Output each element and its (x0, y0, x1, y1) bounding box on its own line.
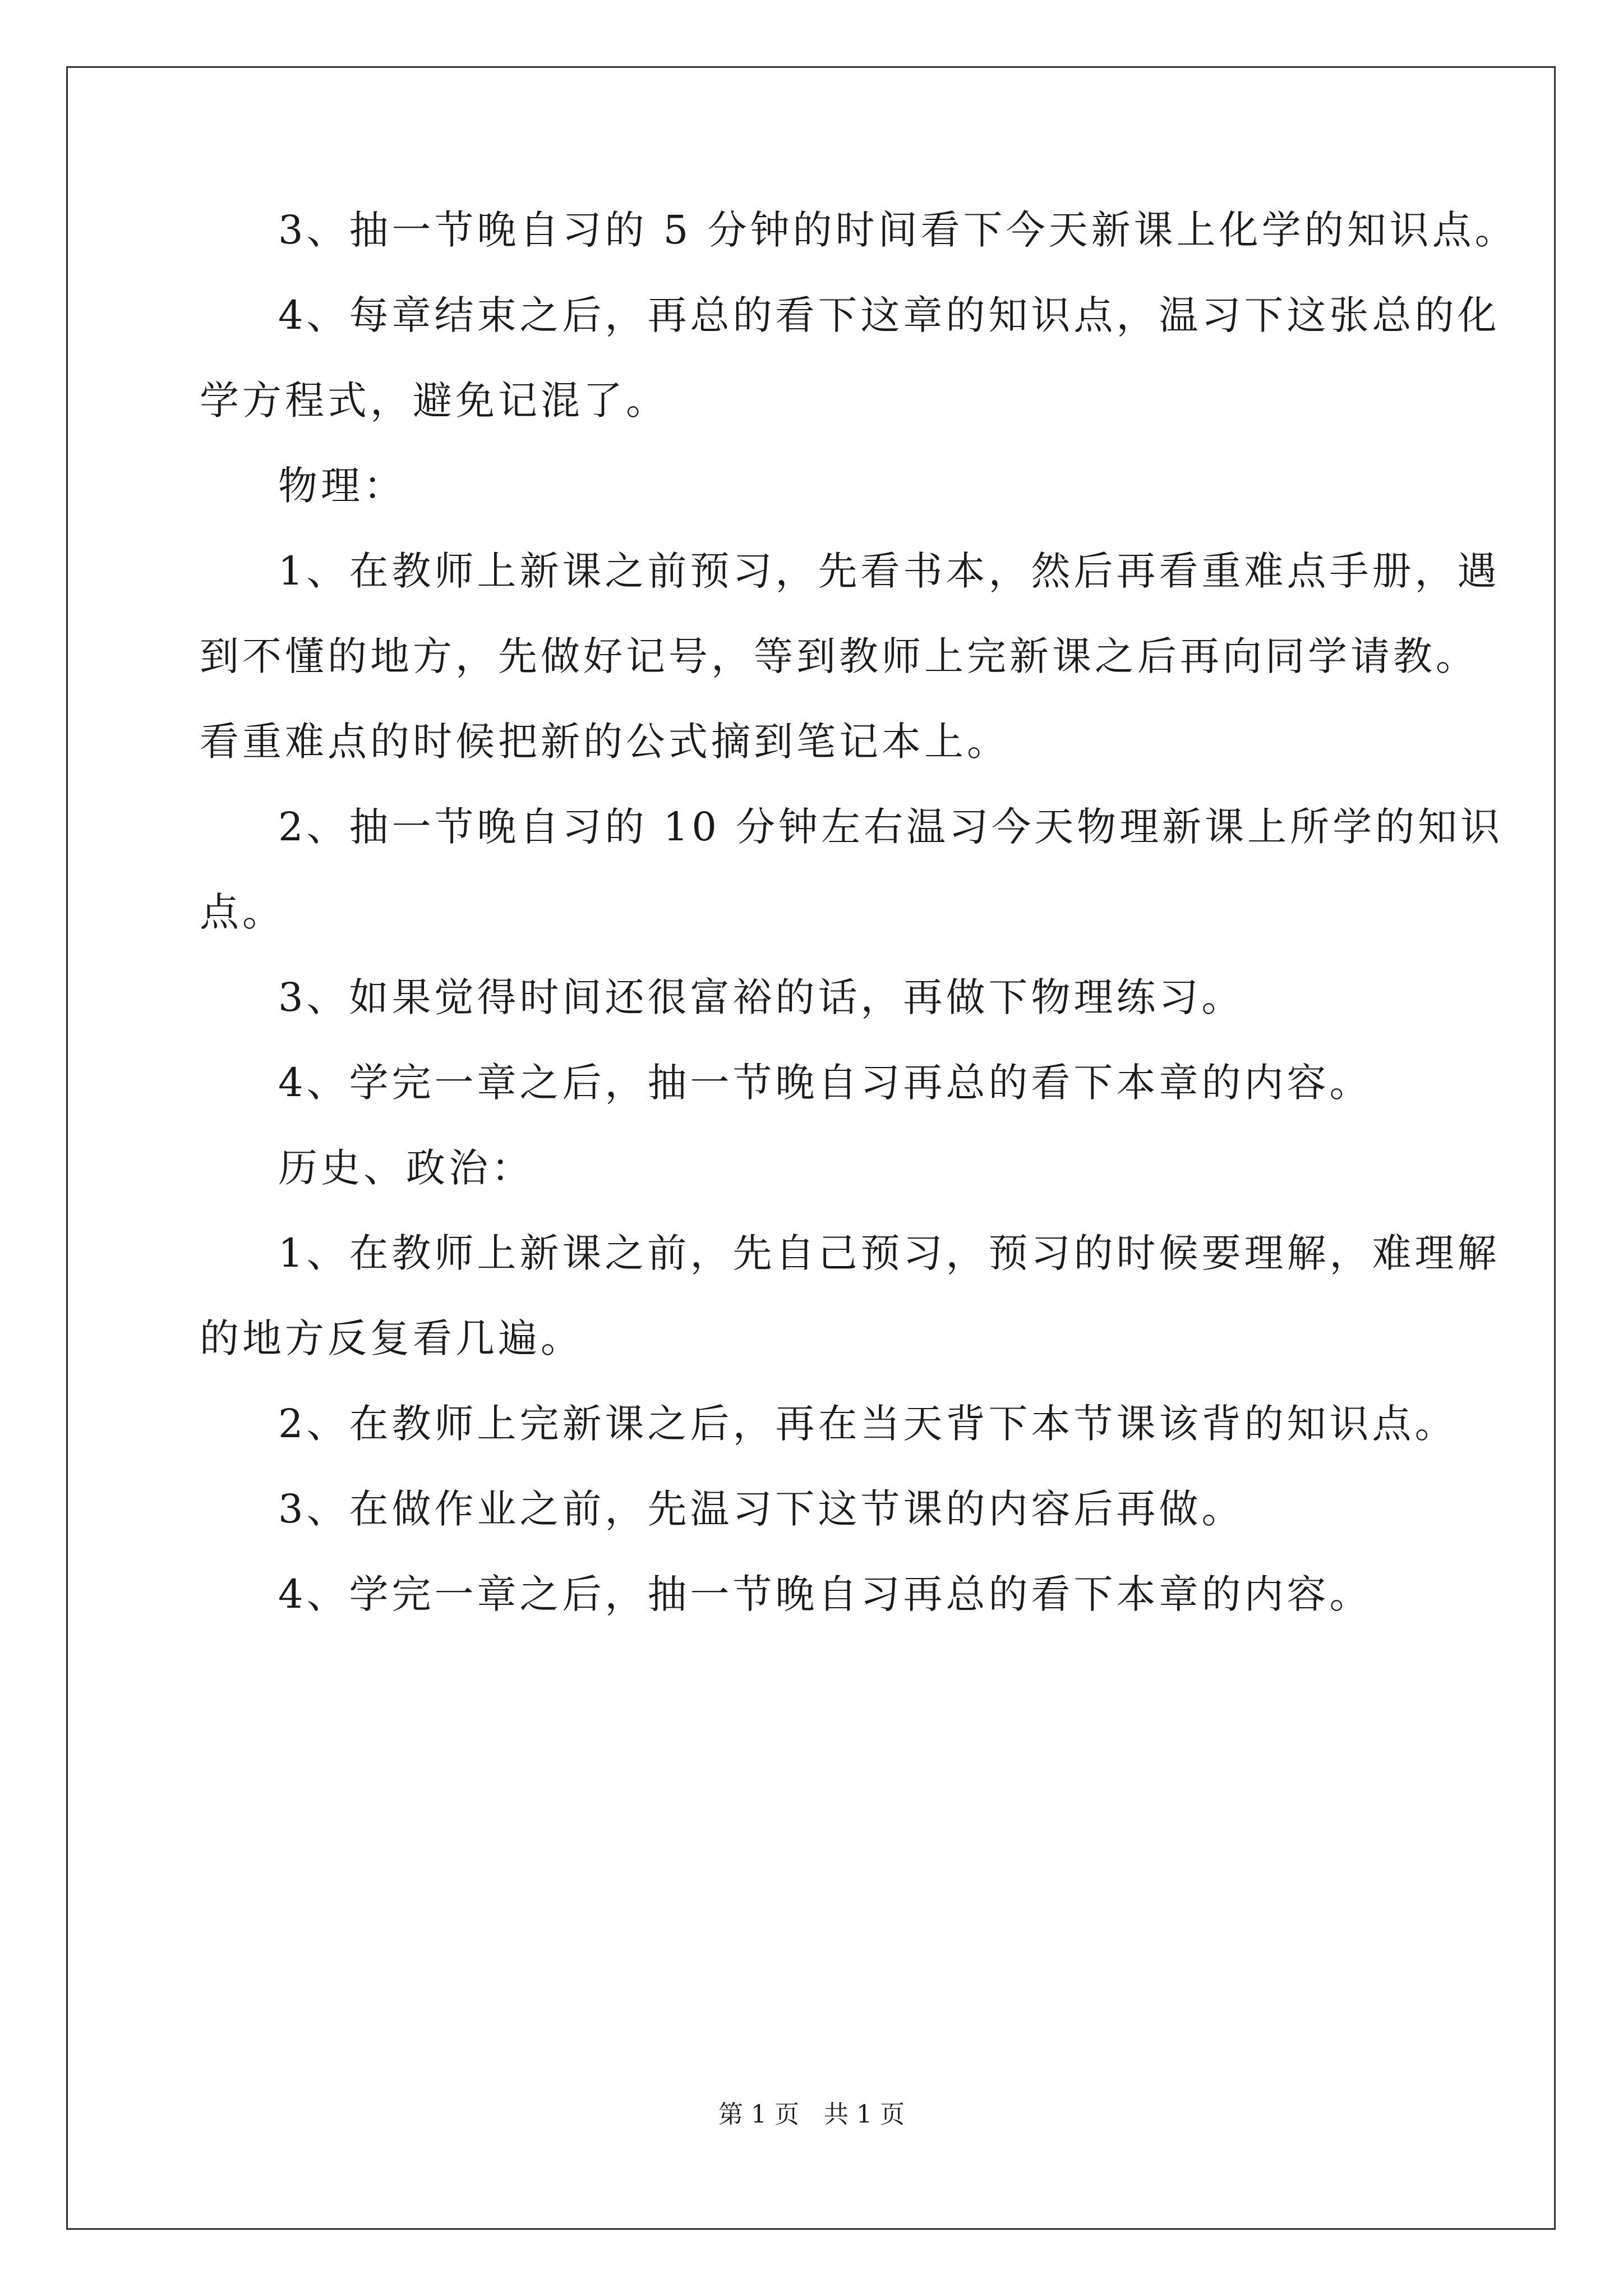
paragraph-line: 4、每章结束之后，再总的看下这章的知识点，温习下这张总的化 (278, 292, 1500, 338)
paragraph-line: 4、学完一章之后，抽一节晚自习再总的看下本章的内容。 (278, 1571, 1372, 1617)
paragraph-line: 3、抽一节晚自习的 5 分钟的时间看下今天新课上化学的知识点。 (278, 207, 1518, 253)
paragraph-line: 3、在做作业之前，先温习下这节课的内容后再做。 (278, 1486, 1244, 1532)
paragraph-line: 2、在教师上完新课之后，再在当天背下本节课该背的知识点。 (278, 1401, 1458, 1447)
section-heading-physics: 物理： (278, 463, 406, 509)
page-footer: 第 1 页 共 1 页 (718, 2100, 905, 2129)
paragraph-line: 到不懂的地方，先做好记号，等到教师上完新课之后再向同学请教。 (200, 633, 1478, 679)
paragraph-line: 的地方反复看几遍。 (200, 1315, 583, 1361)
section-heading-history-politics: 历史、政治： (278, 1145, 534, 1191)
paragraph-line: 点。 (200, 889, 285, 935)
paragraph-line: 4、学完一章之后，抽一节晚自习再总的看下本章的内容。 (278, 1060, 1372, 1106)
paragraph-line: 1、在教师上新课之前预习，先看书本，然后再看重难点手册，遇 (278, 548, 1500, 594)
paragraph-line: 2、抽一节晚自习的 10 分钟左右温习今天物理新课上所学的知识 (278, 804, 1504, 850)
paragraph-line: 学方程式，避免记混了。 (200, 378, 668, 424)
paragraph-line: 1、在教师上新课之前，先自己预习，预习的时候要理解，难理解 (278, 1230, 1500, 1276)
paragraph-line: 看重难点的时候把新的公式摘到笔记本上。 (200, 719, 1009, 765)
paragraph-line: 3、如果觉得时间还很富裕的话，再做下物理练习。 (278, 974, 1244, 1020)
